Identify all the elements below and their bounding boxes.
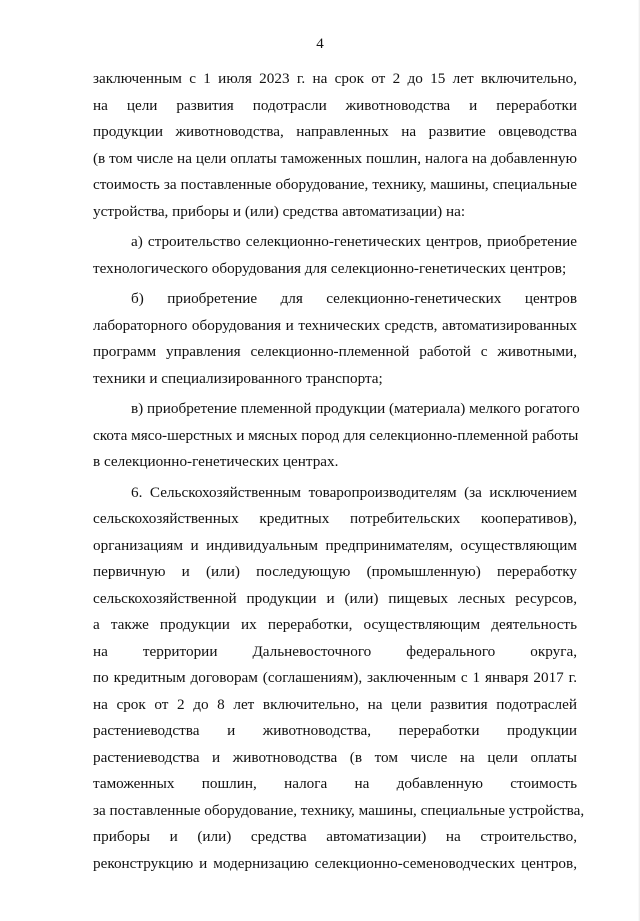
text-line: на цели развития подотрасли животноводства и переработки [93, 96, 577, 114]
paragraph-item-b [93, 286, 577, 392]
text-line: 6. Сельскохозяйственным товаропроизводителям (за исключением [131, 483, 577, 501]
text-line: на срок от 2 до 8 лет включительно, на цели развития подотраслей [93, 695, 577, 713]
paragraph-continuation [93, 66, 577, 225]
text-line: в) приобретение племенной продукции (материала) мелкого рогатого [131, 400, 580, 417]
text-line: в селекционно-генетических центрах. [93, 453, 339, 470]
text-line: сельскохозяйственных кредитных потребительских кооперативов), [93, 510, 577, 527]
text-line: на территории Дальневосточного федерального округа, [93, 642, 577, 660]
text-line: программ управления селекционно-племенной работой с животными, [93, 343, 577, 360]
text-line: растениеводства и животноводства, переработки продукции [93, 722, 577, 739]
text-line: а также продукции их переработки, осуществляющим деятельность [93, 616, 577, 633]
page-number: 4 [316, 36, 324, 52]
text-line: заключенным с 1 июля 2023 г. на срок от 2 до 15 лет включительно, [93, 70, 577, 87]
paragraph-item-a [93, 229, 577, 282]
text-line: за поставленные оборудование, технику, машины, специальные устройства, [93, 801, 585, 819]
paragraph-point-6 [93, 480, 585, 878]
text-line: (в том числе на цели оплаты таможенных пошлин, налога на добавленную [93, 149, 577, 167]
text-line: устройства, приборы и (или) средства автоматизации) на: [93, 202, 466, 220]
text-line: приборы и (или) средства автоматизации) на строительство, [93, 828, 577, 845]
text-line: лабораторного оборудования и технических средств, автоматизированных [93, 316, 577, 334]
text-line: организациям и индивидуальным предпринимателям, осуществляющим [93, 536, 577, 554]
text-line: по кредитным договорам (соглашениям), заключенным с 1 января 2017 г. [93, 669, 577, 686]
text-line: сельскохозяйственной продукции и (или) пищевых лесных ресурсов, [93, 589, 577, 607]
text-line: таможенных пошлин, налога на добавленную стоимость [93, 775, 577, 792]
text-line: первичную и (или) последующую (промышленную) переработку [93, 563, 577, 580]
paragraph-item-c [93, 396, 580, 476]
text-line: стоимость за поставленные оборудование, технику, машины, специальные [93, 176, 577, 193]
document-body [93, 66, 585, 877]
text-line: растениеводства и животноводства (в том числе на цели оплаты [93, 748, 577, 766]
text-line: реконструкцию и модернизацию селекционно-семеноводческих центров, [93, 854, 577, 872]
text-line: техники и специализированного транспорта; [93, 369, 383, 387]
text-line: продукции животноводства, направленных на развитие овцеводства [93, 123, 577, 140]
text-line: б) приобретение для селекционно-генетических центров [131, 290, 577, 307]
text-line: технологического оборудования для селекционно-генетических центров; [93, 259, 567, 277]
text-line: скота мясо-шерстных и мясных пород для селекционно-племенной работы [93, 426, 579, 444]
text-line: а) строительство селекционно-генетических центров, приобретение [131, 233, 577, 250]
